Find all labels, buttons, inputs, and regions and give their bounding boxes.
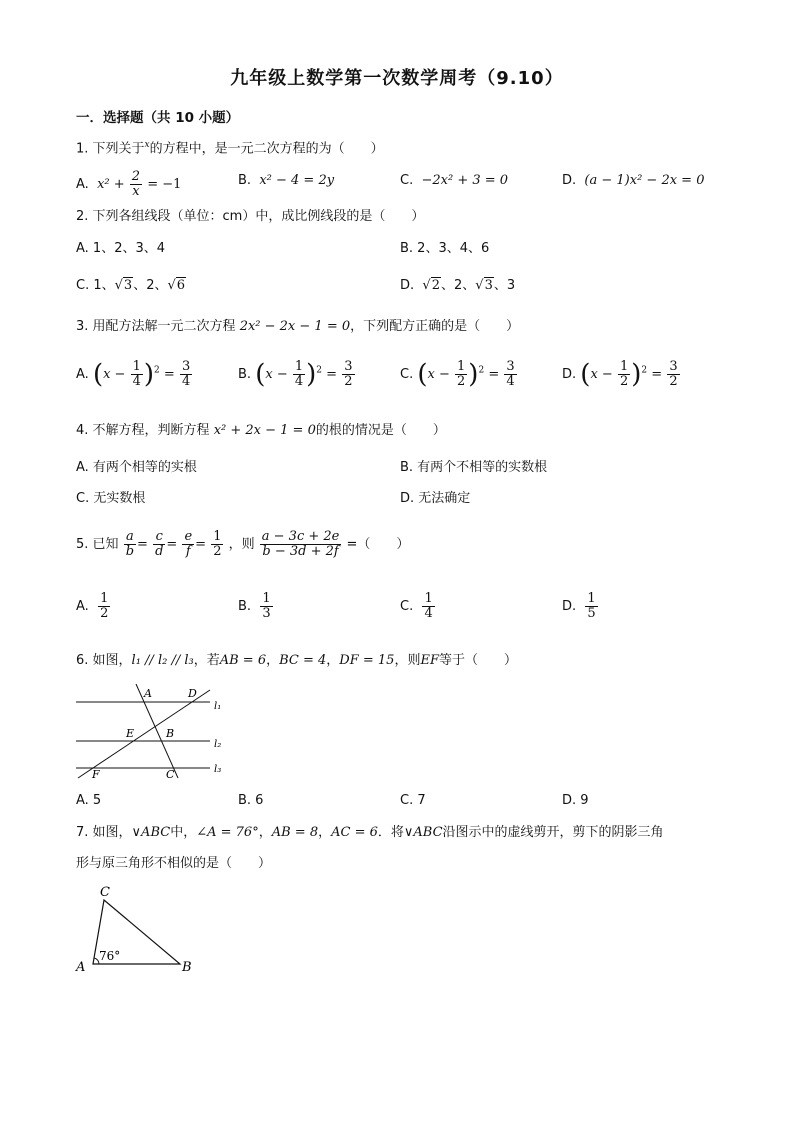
question-7-stem-line2: 形与原三角形不相似的是（ ）	[76, 856, 272, 871]
label-D: D	[188, 687, 197, 700]
q1-option-c: C. −2x² + 3 = 0	[400, 173, 509, 188]
q6-parallel-lines-figure	[74, 682, 234, 782]
q3-option-b: B. (x − $\frac{1}{4}$ )$^2$ = $\frac{3}{2}$	[238, 359, 353, 390]
transversal-df	[78, 690, 210, 778]
question-5-stem: 5. 已知 $\frac{a}{b}$ = $\frac{c}{d}$ = $\frac{e}{f}$ = $\frac{1}{2}$ ，则 $\frac{a - 3c + 2e}{b - 3d + 2f}$ =（ ）	[76, 529, 410, 559]
q1-option-b: B. x² − 4 = 2y	[238, 173, 335, 188]
q2-option-a: A. 1、2、3、4	[76, 241, 166, 256]
angle-label: 76°	[99, 949, 121, 963]
page-title: 九年级上数学第一次数学周考（9.10）	[230, 68, 564, 89]
question-4-stem: 4. 不解方程，判断方程 x² + 2x − 1 = 0的根的情况是（ ）	[76, 423, 446, 438]
question-7-stem-line1: 7. 如图，∨ABC中，∠A = 76°，AB = 8，AC = 6．将∨ABC沿图示中的虚线剪开，剪下的阴影三角	[76, 825, 664, 840]
q5-option-d: D. $\frac{1}{5}$	[562, 591, 596, 621]
q3-option-a: A. (x − $\frac{1}{4}$ )$^2$ = $\frac{3}{4}$	[76, 359, 191, 390]
q6-option-b: B. 6	[238, 793, 264, 808]
label-C: C	[166, 768, 175, 781]
label-B: B	[166, 727, 175, 740]
q2-option-c: C. 1、√3、2、√6	[76, 278, 186, 293]
q6-option-c: C. 7	[400, 793, 426, 808]
question-3-stem: 3. 用配方法解一元二次方程 2x² − 2x − 1 = 0，下列配方正确的是（ ）	[76, 319, 520, 334]
section-heading: 一．选择题（共 10 小题）	[76, 110, 240, 126]
q6-option-d: D. 9	[562, 793, 589, 808]
q1-option-d: D. (a − 1)x² − 2x = 0	[562, 173, 705, 188]
q4-option-d: D. 无法确定	[400, 491, 471, 506]
q5-option-b: B. $\frac{1}{3}$	[238, 591, 271, 621]
q6-option-a: A. 5	[76, 793, 102, 808]
q3-option-c: C. (x − $\frac{1}{2}$ )$^2$ = $\frac{3}{4}$	[400, 359, 515, 390]
label-A: A	[76, 960, 86, 975]
q4-option-c: C. 无实数根	[76, 491, 146, 506]
label-F: F	[92, 768, 100, 781]
label-E: E	[126, 727, 135, 740]
q7-triangle-figure	[74, 882, 204, 978]
label-l2: l₂	[214, 739, 222, 750]
q5-option-a: A. $\frac{1}{2}$	[76, 591, 109, 621]
q3-option-d: D. (x − $\frac{1}{2}$ )$^2$ = $\frac{3}{2}$	[562, 359, 678, 390]
q1-option-a: A. x² + $\frac{2}{x}$ = −1	[76, 169, 182, 199]
question-2-stem: 2. 下列各组线段（单位：cm）中，成比例线段的是（ ）	[76, 209, 425, 224]
question-6-stem: 6. 如图，l₁ // l₂ // l₃，若AB = 6，BC = 4，DF = 15，则EF等于（ ）	[76, 653, 517, 668]
q4-option-a: A. 有两个相等的实根	[76, 460, 197, 475]
q5-option-c: C. $\frac{1}{4}$	[400, 591, 433, 621]
q4-option-b: B. 有两个不相等的实数根	[400, 460, 548, 475]
label-A: A	[144, 687, 152, 700]
label-B: B	[182, 960, 192, 975]
q2-option-b: B. 2、3、4、6	[400, 241, 490, 256]
question-1-stem: 1. 下列关于$^x$的方程中，是一元二次方程的为（ ）	[76, 140, 384, 157]
label-l1: l₁	[214, 701, 222, 712]
label-l3: l₃	[214, 764, 222, 775]
label-C: C	[100, 885, 110, 900]
q2-option-d: D. √2、2、√3、3	[400, 278, 516, 293]
